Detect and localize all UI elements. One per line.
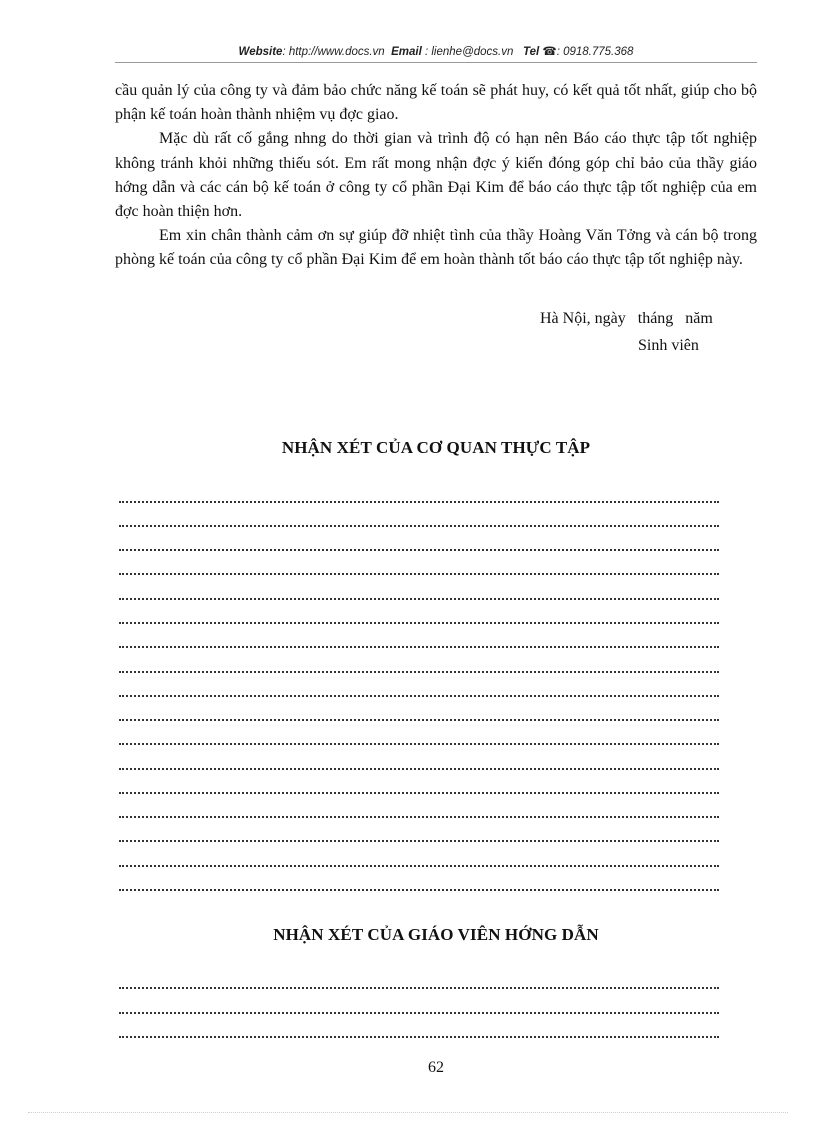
comment-line xyxy=(119,1012,719,1014)
comment-line xyxy=(119,646,719,648)
comment-line xyxy=(119,671,719,673)
comment-line xyxy=(119,816,719,818)
page-number: 62 xyxy=(428,1059,444,1076)
header-divider xyxy=(115,62,757,63)
body-text xyxy=(115,79,757,273)
comment-line xyxy=(119,573,719,575)
paragraph-continuation: cầu quản lý của công ty và đảm bảo chức năng kế toán sẽ phát huy, có kết quả tốt nhất, giúp cho bộ phận kế toán hoàn thành nhiệm vụ đợc giao. xyxy=(115,82,757,124)
comment-line xyxy=(119,501,719,503)
footer-divider xyxy=(28,1112,788,1113)
website-label: Website xyxy=(238,46,283,58)
comment-line xyxy=(119,792,719,794)
website-value: : http://www.docs.vn xyxy=(282,46,385,58)
comment-line xyxy=(119,865,719,867)
comment-line xyxy=(119,549,719,551)
comment-line xyxy=(119,622,719,624)
comment-line xyxy=(119,719,719,721)
signature-role: Sinh viên xyxy=(638,337,699,354)
comment-line xyxy=(119,987,719,989)
paragraph-apology: Mặc dù rất cố gắng nhng do thời gian và trình độ có hạn nên Báo cáo thực tập tốt nghiệp không tránh khỏi những thiếu sót. Em rất mong nhận đợc ý kiến đóng góp chỉ bảo của thầy giáo hớng dẫn và các cán bộ kế toán ở công ty cổ phần Đại Kim để báo cáo thực tập tốt nghiệp của em đợc hoàn thiện hơn. xyxy=(115,130,757,221)
comment-line xyxy=(119,889,719,891)
comment-line xyxy=(119,743,719,745)
agency-review-title: NHẬN XÉT CỦA CƠ QUAN THỰC TẬP xyxy=(281,438,591,457)
comment-line xyxy=(119,768,719,770)
comment-line xyxy=(119,695,719,697)
teacher-review-title: NHẬN XÉT CỦA GIÁO VIÊN HỚNG DẪN xyxy=(273,925,599,944)
phone-icon: ☎ xyxy=(542,46,557,58)
tel-label: Tel xyxy=(522,46,540,58)
page-header xyxy=(115,44,757,58)
signature-date: Hà Nội, ngày tháng năm xyxy=(540,310,713,327)
comment-line xyxy=(119,1036,719,1038)
comment-line xyxy=(119,598,719,600)
comment-line xyxy=(119,840,719,842)
email-value: : lienhe@docs.vn xyxy=(424,46,514,58)
tel-value: : 0918.775.368 xyxy=(556,46,634,58)
paragraph-thanks: Em xin chân thành cảm ơn sự giúp đỡ nhiệt tình của thầy Hoàng Văn Tởng và cán bộ trong phòng kế toán của công ty cổ phần Đại Kim để em hoàn thành tốt báo cáo thực tập tốt nghiệp này. xyxy=(115,227,757,269)
email-label: Email xyxy=(391,46,422,58)
comment-line xyxy=(119,525,719,527)
